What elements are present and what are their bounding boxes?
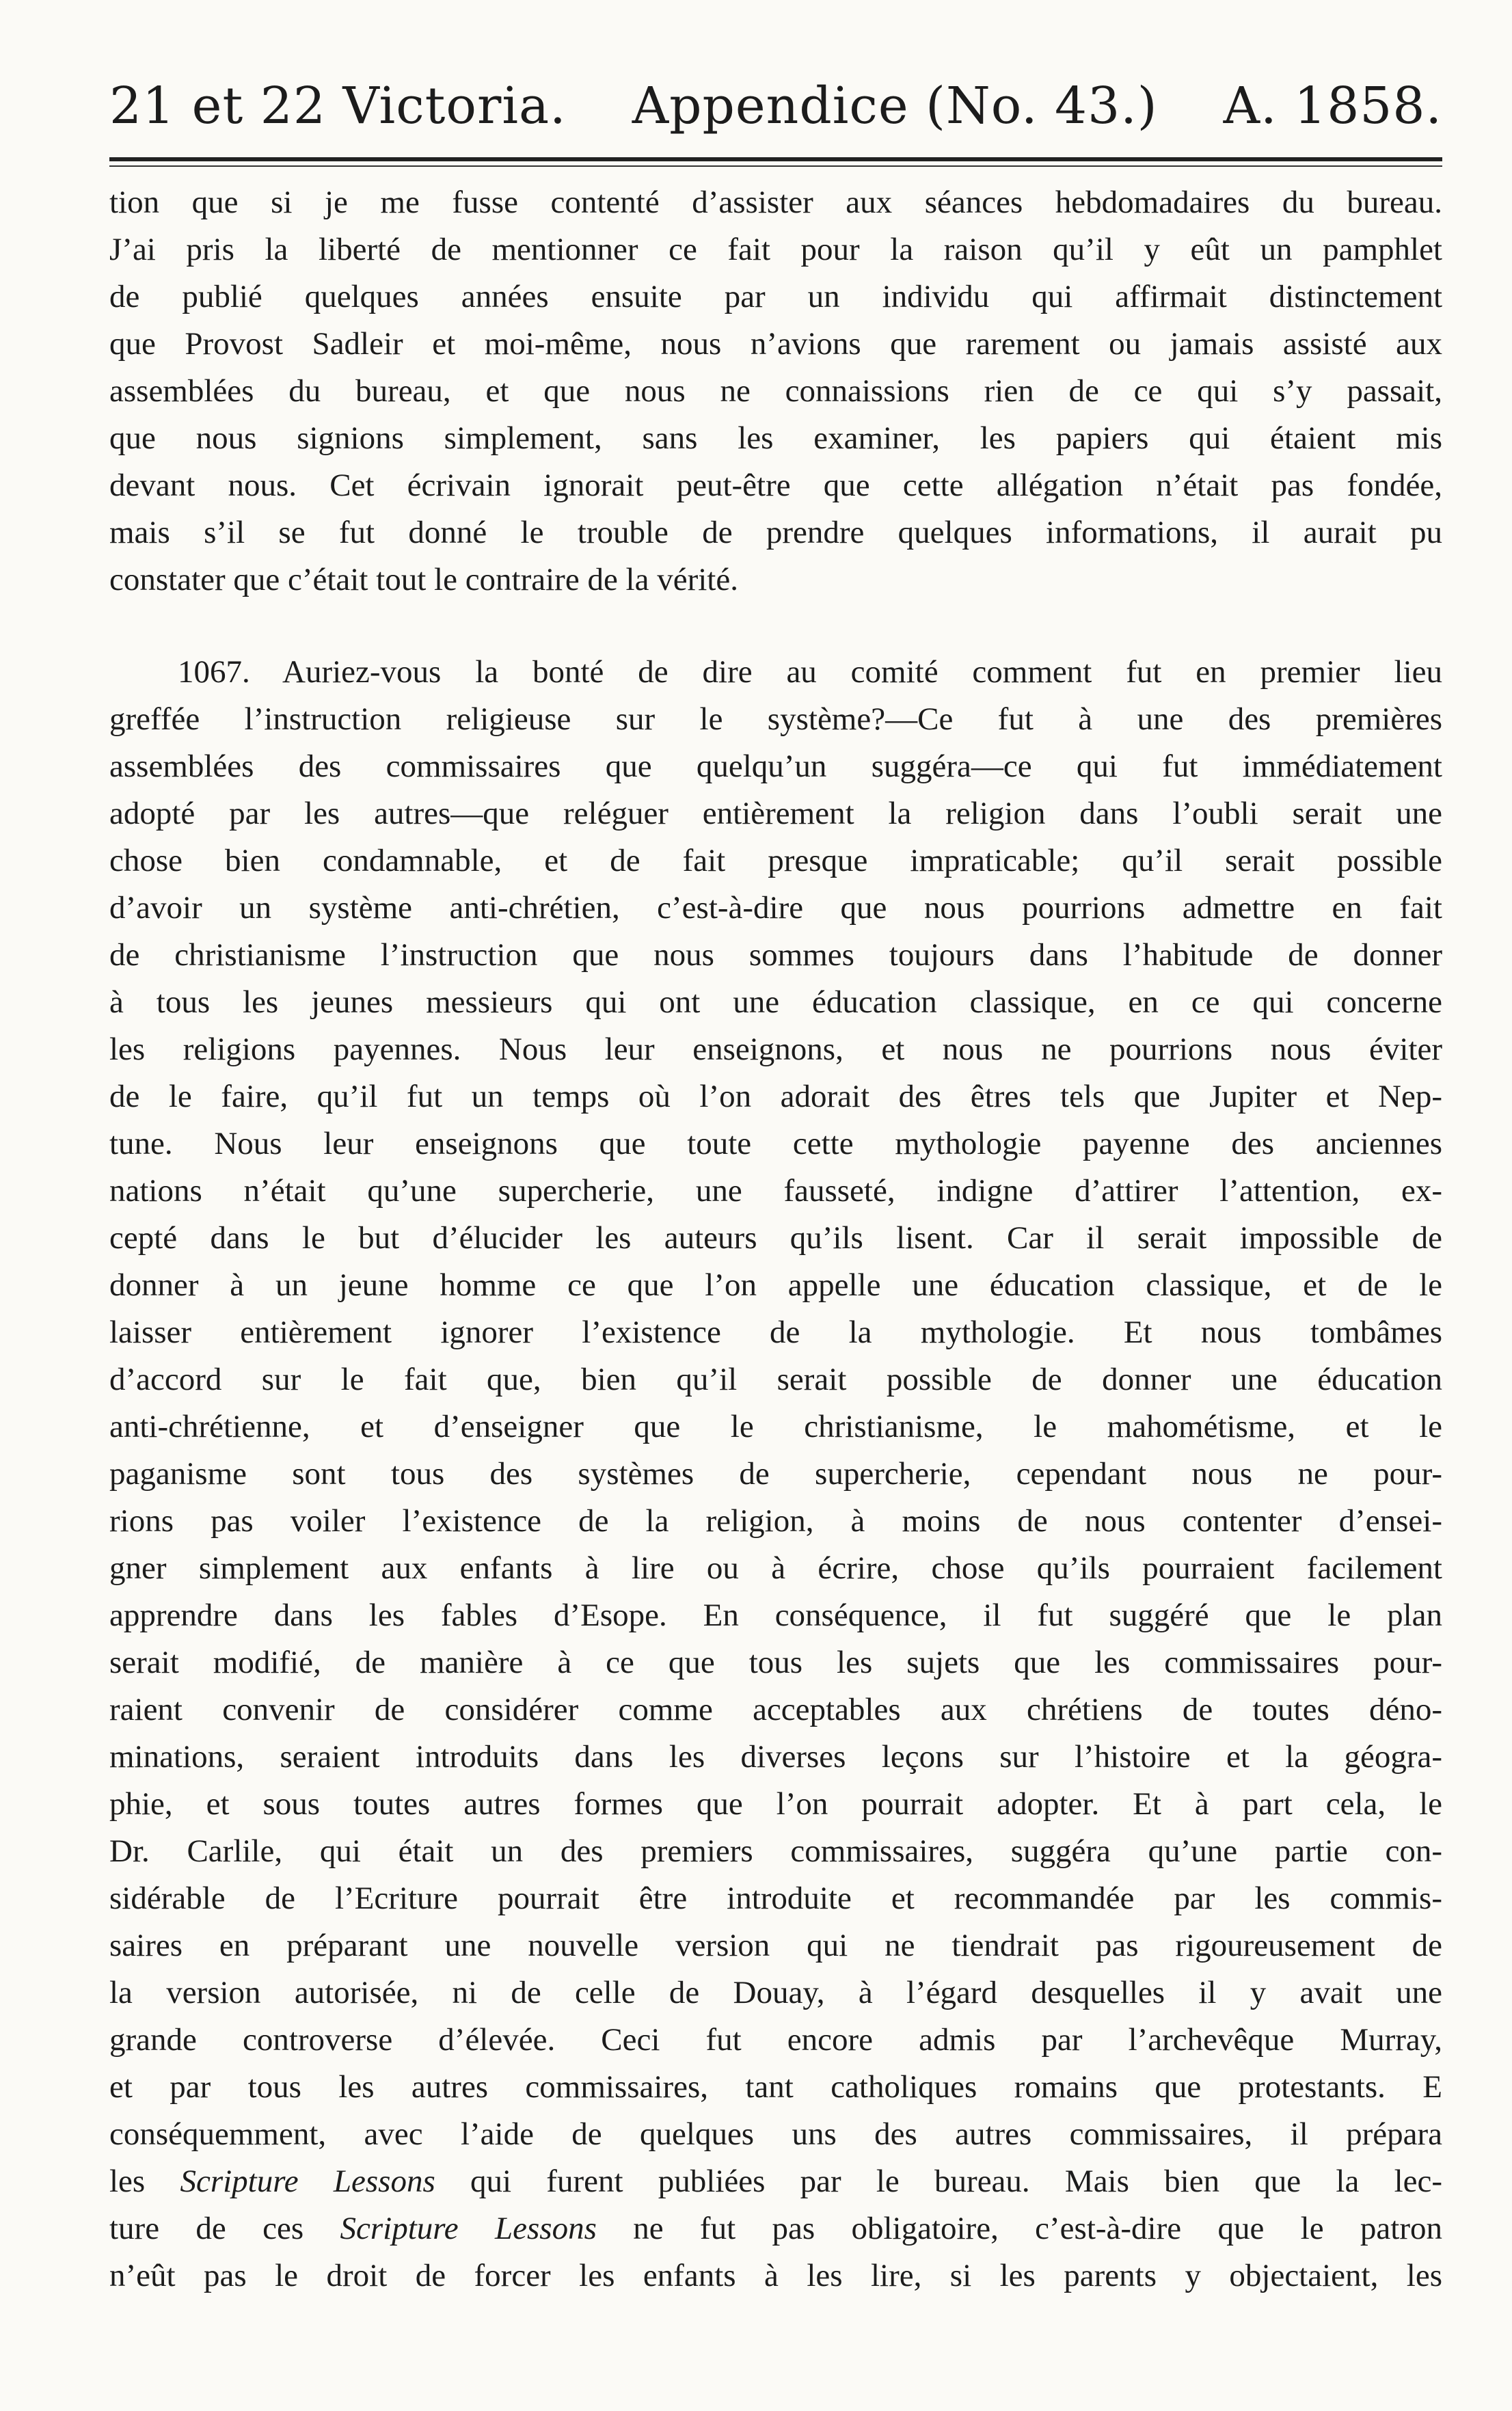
text-line: anti-chrétienne, et d’enseigner que le christianisme, le mahométisme, et le [109, 1409, 1442, 1444]
text-fragment: ne fut pas obligatoire, c’est-à-dire que le patron [596, 2211, 1442, 2246]
text-line: serait modifié, de manière à ce que tous les sujets que les commissaires pour- [109, 1645, 1442, 1680]
text-line: cepté dans le but d’élucider les auteurs qu’ils lisent. Car il serait impossible de [109, 1220, 1442, 1256]
text-line: grande controverse d’élevée. Ceci fut encore admis par l’archevêque Murray, [109, 2022, 1442, 2058]
text-line: de publié quelques années ensuite par un individu qui affirmait distinctement [109, 279, 1442, 314]
text-fragment: les [109, 2164, 180, 2199]
text-line: que Provost Sadleir et moi-même, nous n’avions que rarement ou jamais assisté aux [109, 326, 1442, 362]
text-line-with-italic [109, 2205, 1442, 2252]
text-line: 1067. Auriez-vous la bonté de dire au comité comment fut en premier lieu [178, 654, 1442, 690]
text-line: minations, seraient introduits dans les diverses leçons sur l’histoire et la géogra- [109, 1739, 1442, 1775]
text-line: adopté par les autres—que reléguer entièrement la religion dans l’oubli serait une [109, 796, 1442, 831]
text-line: les religions payennes. Nous leur enseignons, et nous ne pourrions nous éviter [109, 1032, 1442, 1067]
text-line: assemblées des commissaires que quelqu’un suggéra—ce qui fut immédiatement [109, 749, 1442, 784]
text-line-with-italic [109, 2158, 1442, 2205]
text-line: que nous signions simplement, sans les examiner, les papiers qui étaient mis [109, 420, 1442, 456]
text-line: constater que c’était tout le contraire de la vérité. [109, 562, 738, 597]
document-page [109, 68, 1442, 2300]
text-line: nations n’était qu’une supercherie, une fausseté, indigne d’attirer l’attention, ex- [109, 1173, 1442, 1209]
paragraph-continuation [109, 179, 1442, 604]
text-fragment: qui furent publiées par le bureau. Mais bien que la lec- [435, 2164, 1442, 2199]
session-label: 21 et 22 Victoria. [109, 77, 567, 135]
text-fragment: ture de ces [109, 2211, 340, 2246]
text-line: devant nous. Cet écrivain ignorait peut-être que cette allégation n’était pas fondée, [109, 468, 1442, 503]
text-line: de le faire, qu’il fut un temps où l’on adorait des êtres tels que Jupiter et Nep- [109, 1079, 1442, 1114]
header-rule-thin [109, 165, 1442, 167]
header-rule-thick [109, 157, 1442, 161]
italic-title: Scripture Lessons [340, 2211, 597, 2246]
year-label: A. 1858. [1223, 77, 1442, 135]
text-line: d’avoir un système anti-chrétien, c’est-à-dire que nous pourrions admettre en fait [109, 890, 1442, 926]
text-line: la version autorisée, ni de celle de Douay, à l’égard desquelles il y avait une [109, 1975, 1442, 2010]
text-line: donner à un jeune homme ce que l’on appelle une éducation classique, et de le [109, 1267, 1442, 1303]
text-line: saires en préparant une nouvelle version qui ne tiendrait pas rigoureusement de [109, 1928, 1442, 1963]
appendix-label: Appendice (No. 43.) [632, 77, 1158, 135]
text-line: conséquemment, avec l’aide de quelques uns des autres commissaires, il prépara [109, 2116, 1442, 2152]
text-line: et par tous les autres commissaires, tant catholiques romains que protestants. E [109, 2069, 1442, 2105]
text-line: J’ai pris la liberté de mentionner ce fait pour la raison qu’il y eût un pamphlet [109, 232, 1442, 267]
text-line: tune. Nous leur enseignons que toute cette mythologie payenne des anciennes [109, 1126, 1442, 1161]
text-line: apprendre dans les fables d’Esope. En conséquence, il fut suggéré que le plan [109, 1598, 1442, 1633]
text-line: chose bien condamnable, et de fait presque impraticable; qu’il serait possible [109, 843, 1442, 878]
text-line: Dr. Carlile, qui était un des premiers commissaires, suggéra qu’une partie con- [109, 1833, 1442, 1869]
text-line: greffée l’instruction religieuse sur le système?—Ce fut à une des premières [109, 701, 1442, 737]
text-line: gner simplement aux enfants à lire ou à écrire, chose qu’ils pourraient facilement [109, 1550, 1442, 1586]
text-line: de christianisme l’instruction que nous sommes toujours dans l’habitude de donner [109, 937, 1442, 973]
text-line: d’accord sur le fait que, bien qu’il serait possible de donner une éducation [109, 1362, 1442, 1397]
running-header [109, 68, 1442, 144]
italic-title: Scripture Lessons [180, 2164, 435, 2199]
text-line: raient convenir de considérer comme acceptables aux chrétiens de toutes déno- [109, 1692, 1442, 1727]
text-line: paganisme sont tous des systèmes de supercherie, cependant nous ne pour- [109, 1456, 1442, 1492]
text-line: sidérable de l’Ecriture pourrait être introduite et recommandée par les commis- [109, 1881, 1442, 1916]
text-line: n’eût pas le droit de forcer les enfants à les lire, si les parents y objectaient, les [109, 2258, 1442, 2293]
text-line: mais s’il se fut donné le trouble de prendre quelques informations, il aurait pu [109, 515, 1442, 550]
text-line: tion que si je me fusse contenté d’assister aux séances hebdomadaires du bureau. [109, 185, 1442, 220]
text-line: assemblées du bureau, et que nous ne connaissions rien de ce qui s’y passait, [109, 373, 1442, 409]
paragraph-question-1067 [109, 649, 1442, 2300]
text-line: laisser entièrement ignorer l’existence de la mythologie. Et nous tombâmes [109, 1315, 1442, 1350]
text-line: phie, et sous toutes autres formes que l’on pourrait adopter. Et à part cela, le [109, 1786, 1442, 1822]
text-line: rions pas voiler l’existence de la religion, à moins de nous contenter d’ensei- [109, 1503, 1442, 1539]
text-line: à tous les jeunes messieurs qui ont une éducation classique, en ce qui concerne [109, 984, 1442, 1020]
